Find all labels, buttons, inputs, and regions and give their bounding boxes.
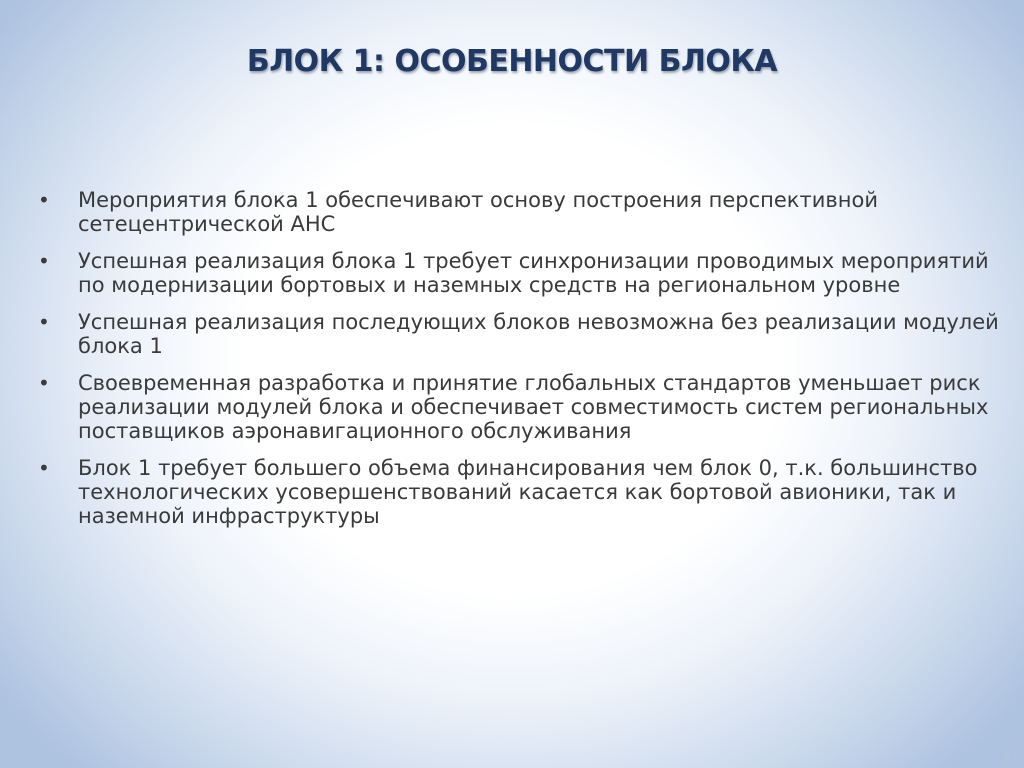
- bullet-dot-icon: •: [38, 310, 50, 334]
- bullet-dot-icon: •: [38, 371, 50, 395]
- bullet-dot-icon: •: [38, 188, 50, 212]
- bullet-text: Успешная реализация последующих блоков невозможна без реализации модулей блока 1: [78, 310, 999, 358]
- bullet-text: Своевременная разработка и принятие глобальных стандартов уменьшает риск реализации модулей блока и обеспечивает совместимость систем региональных поставщиков аэронавигационного обслуживания: [78, 371, 989, 443]
- bullet-text: Успешная реализация блока 1 требует синхронизации проводимых мероприятий по модернизации бортовых и наземных средств на региональном уровне: [78, 249, 989, 297]
- bullet-item: [36, 371, 1000, 443]
- bullet-item: [36, 188, 1000, 236]
- bullet-text: Блок 1 требует большего объема финансирования чем блок 0, т.к. большинство технологических усовершенствований касается как бортовой авионики, так и наземной инфраструктуры: [78, 456, 978, 528]
- page-number: 22: [1003, 747, 1020, 762]
- bullet-dot-icon: •: [38, 249, 50, 273]
- slide-title: БЛОК 1: ОСОБЕННОСТИ БЛОКА: [246, 44, 778, 79]
- bullet-item: [36, 249, 1000, 297]
- bullet-list: [36, 188, 1000, 541]
- bullet-text: Мероприятия блока 1 обеспечивают основу построения перспективной сетецентрической АНС: [78, 188, 878, 236]
- bullet-dot-icon: •: [38, 456, 50, 480]
- bullet-item: [36, 456, 1000, 528]
- bullet-item: [36, 310, 1000, 358]
